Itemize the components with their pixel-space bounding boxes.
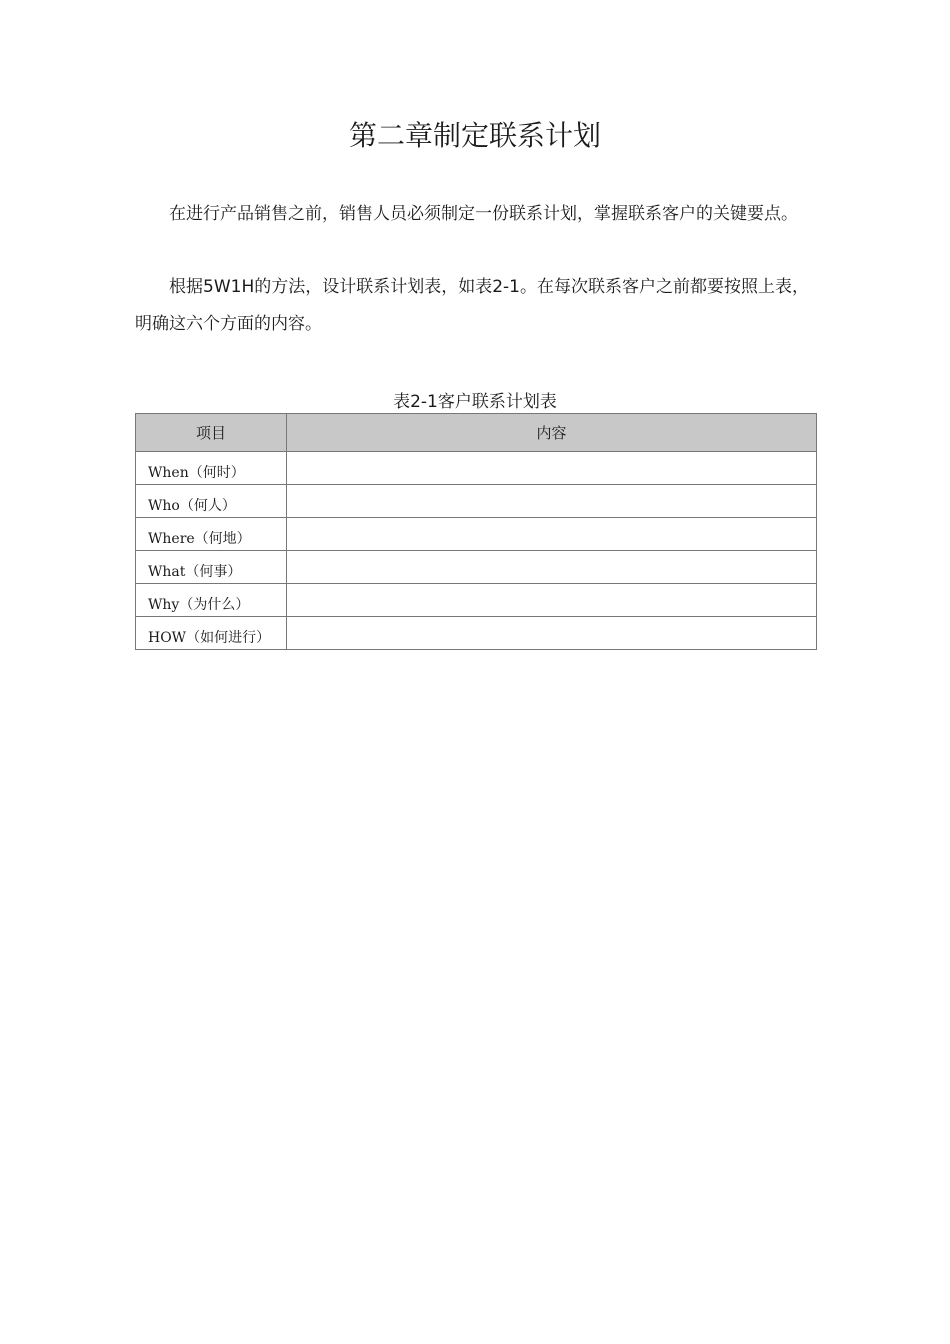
row-content-what [287,551,817,584]
row-content-when [287,452,817,485]
table-row [136,617,817,650]
table-row [136,452,817,485]
row-item-when: When（何时） [136,452,287,485]
row-item-why: Why（为什么） [136,584,287,617]
table-row [136,485,817,518]
table-row [136,551,817,584]
header-item: 项目 [136,414,287,452]
row-item-how: HOW（如何进行） [136,617,287,650]
row-item-where: Where（何地） [136,518,287,551]
row-content-where [287,518,817,551]
intro-paragraph: 在进行产品销售之前，销售人员必须制定一份联系计划，掌握联系客户的关键要点。 [169,204,798,224]
table-row [136,518,817,551]
row-content-who [287,485,817,518]
table-row [136,584,817,617]
table-caption: 表2-1客户联系计划表 [393,392,557,412]
page-title: 第二章制定联系计划 [348,119,601,152]
row-content-why [287,584,817,617]
row-item-who: Who（何人） [136,485,287,518]
header-content: 内容 [287,414,817,452]
row-content-how [287,617,817,650]
contact-plan-table [135,413,817,650]
row-item-what: What（何事） [136,551,287,584]
method-paragraph: 根据5W1H的方法，设计联系计划表，如表2-1。在每次联系客户之前都要按照上表，明确这六个方面的内容。 [135,277,809,334]
table-header-row [136,414,817,452]
